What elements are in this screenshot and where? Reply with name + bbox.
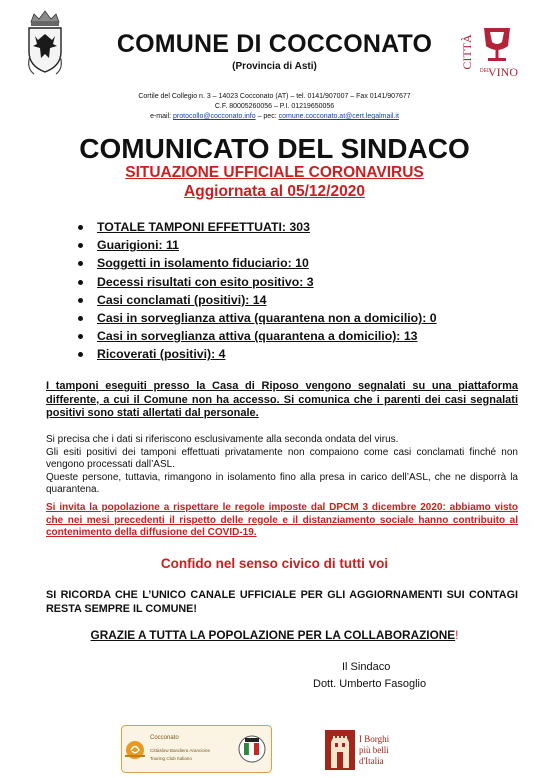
bullet-icon xyxy=(78,298,83,303)
paragraph: Gli esiti positivi dei tamponi effettuati privatamente non compaiono come casi conclamati finché non vengono processati dall’ASL. xyxy=(46,446,518,470)
email-prefix: e-mail: xyxy=(150,113,174,120)
dpcm-invitation: Si invita la popolazione a rispettare le regole imposte dal DPCM 3 dicembre 2020: abbiamo visto che nei mesi precedenti il rispetto delle regole e il distanziamento sociale hanno contribuito al contenimento della diffusione del COVID-19. xyxy=(46,502,518,538)
paragraph: Si precisa che i dati si riferiscono esclusivamente alla seconda ondata del virus. xyxy=(46,434,399,445)
email-link[interactable]: protocollo@cocconato.info xyxy=(173,113,256,120)
bullet-icon xyxy=(78,316,83,321)
contact-emails xyxy=(0,112,549,122)
thanks-message xyxy=(0,628,549,642)
thanks-suffix: ! xyxy=(455,628,459,642)
bullet-icon xyxy=(78,280,83,285)
list-item: Casi in sorveglianza attiva (quarantena a domicilio): 13 xyxy=(78,327,437,345)
pec-prefix: – pec: xyxy=(255,113,279,120)
footer-logo2-line1: I Borghi xyxy=(359,734,390,744)
castle-tower-icon xyxy=(325,730,355,770)
vino-logo-text-small: DEL xyxy=(480,68,490,74)
footer-logo2-line2: più belli xyxy=(359,745,389,755)
list-item: Soggetti in isolamento fiduciario: 10 xyxy=(78,254,437,272)
list-item: Casi in sorveglianza attiva (quarantena non a domicilio): 0 xyxy=(78,309,437,327)
list-item: Decessi risultati con esito positivo: 3 xyxy=(78,273,437,291)
contact-tax-codes: C.F. 80005260056 – P.I. 01219650056 xyxy=(214,103,335,110)
province-subtitle: (Provincia di Asti) xyxy=(232,61,317,72)
signer-role: Il Sindaco xyxy=(342,661,391,673)
touring-club-badge-icon xyxy=(239,736,265,762)
bullet-icon xyxy=(78,225,83,230)
signer-name: Dott. Umberto Fasoglio xyxy=(313,678,427,690)
vino-logo-text-bottom: VINO xyxy=(488,65,518,79)
footer-logo1-line1: Cittàslow Bandiera Arancione xyxy=(150,748,211,753)
bullet-icon xyxy=(78,334,83,339)
footer-logo1-name: Cocconato xyxy=(150,735,179,741)
paragraph: Queste persone, tuttavia, rimangono in isolamento fino alla presa in carico dell’ASL, che ne disporrà la quarantena. xyxy=(46,471,518,495)
borghi-belli-footer-logo xyxy=(323,728,407,772)
update-date: Aggiornata al 05/12/2020 xyxy=(184,183,365,200)
footer-logo1-line2: Touring Club Italiano xyxy=(150,756,192,761)
thanks-text: GRAZIE A TUTTA LA POPOLAZIONE PER LA COLLABORAZIONE xyxy=(90,628,456,642)
bullet-icon xyxy=(78,261,83,266)
stats-list xyxy=(78,218,437,364)
coronavirus-heading: SITUAZIONE UFFICIALE CORONAVIRUS xyxy=(125,164,424,181)
list-item: Casi conclamati (positivi): 14 xyxy=(78,291,437,309)
body-paragraphs xyxy=(46,434,518,497)
list-item: Ricoverati (positivi): 4 xyxy=(78,345,437,363)
nursing-home-notice: I tamponi eseguiti presso la Casa di Riposo vengono segnalati su una piattaforma differente, a cui il Comune non ha accesso. Si comunica che i parenti dei casi segnalati positivi sono stati allertati dal personale. xyxy=(46,380,518,419)
list-item: Guarigioni: 11 xyxy=(78,236,437,254)
civic-sense-message: Confido nel senso civico di tutti voi xyxy=(160,556,389,571)
pec-link[interactable]: comune.cocconato.at@cert.legalmail.it xyxy=(278,113,399,120)
cocconato-footer-logo xyxy=(121,725,272,773)
communique-title: COMUNICATO DEL SINDACO xyxy=(79,133,470,164)
official-channel-reminder: SI RICORDA CHE L’UNICO CANALE UFFICIALE PER GLI AGGIORNAMENTI SUI CONTAGI RESTA SEMPRE IL COMUNE! xyxy=(46,589,518,615)
contact-address: Cortile del Collegio n. 3 – 14023 Cocconato (AT) – tel. 0141/907007 – Fax 0141/907677 xyxy=(138,93,411,100)
page-title: COMUNE DI COCCONATO xyxy=(116,30,433,58)
vino-logo-text-top: CITTÀ xyxy=(460,34,474,70)
bullet-icon xyxy=(78,243,83,248)
bullet-icon xyxy=(78,352,83,357)
footer-logo2-line3: d'Italia xyxy=(359,756,384,766)
list-item: TOTALE TAMPONI EFFETTUATI: 303 xyxy=(78,218,437,236)
